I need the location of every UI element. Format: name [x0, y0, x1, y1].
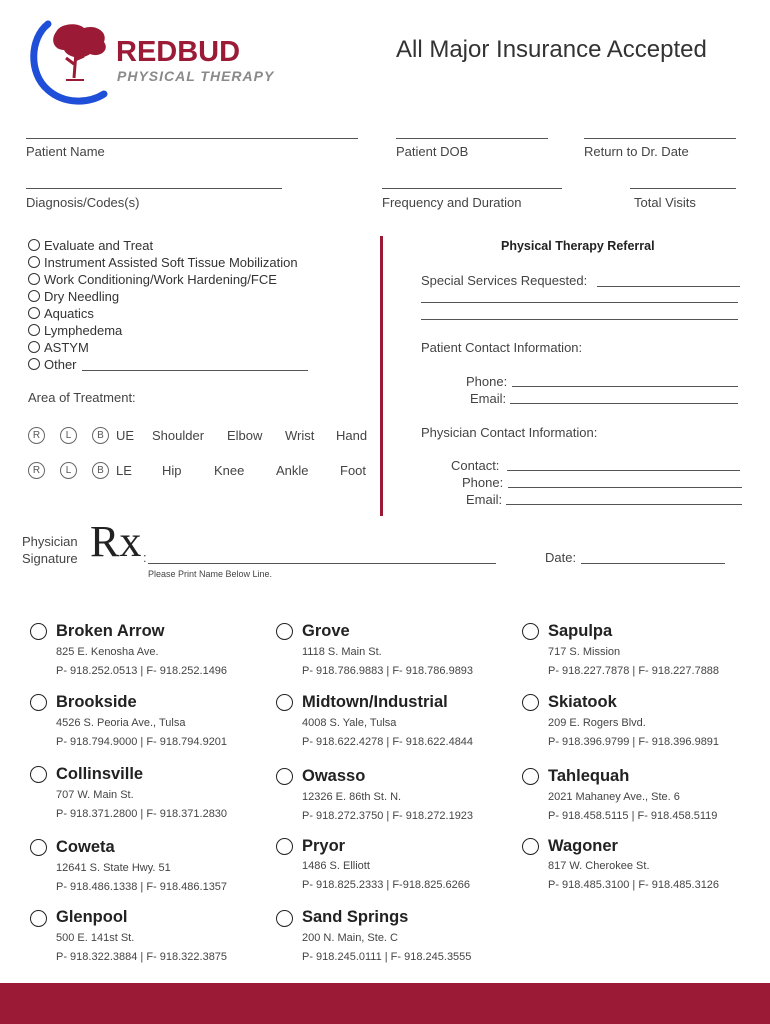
patient-email-label: Email: — [470, 391, 507, 406]
physician-email-label: Email: — [466, 492, 503, 507]
location-address: 200 N. Main, Ste. C — [302, 932, 398, 944]
location-radio[interactable] — [276, 910, 293, 927]
service-option[interactable] — [28, 357, 77, 372]
location-phone: P- 918.322.3884 | F- 918.322.3875 — [56, 951, 228, 963]
frequency-line[interactable] — [382, 188, 562, 189]
location-address: 2021 Mahaney Ave., Ste. 6 — [548, 791, 680, 803]
patient-name-label: Patient Name — [26, 144, 105, 159]
le-hip[interactable]: Hip — [162, 463, 182, 478]
physician-email-line[interactable] — [506, 504, 742, 505]
ue-label: UE — [116, 428, 135, 443]
location-phone: P- 918.245.0111 | F- 918.245.3555 — [302, 951, 472, 963]
location-name: Sapulpa — [548, 622, 613, 640]
service-option[interactable] — [28, 255, 298, 270]
location-phone: P- 918.227.7878 | F- 918.227.7888 — [548, 665, 720, 677]
location-phone: P- 918.458.5115 | F- 918.458.5119 — [548, 810, 718, 822]
radio-icon — [28, 290, 40, 302]
patient-contact-label: Patient Contact Information: — [421, 340, 583, 355]
location-address: 825 E. Kenosha Ave. — [56, 646, 159, 658]
location-address: 707 W. Main St. — [56, 789, 134, 801]
location-name: Midtown/Industrial — [302, 693, 448, 711]
ue-shoulder[interactable]: Shoulder — [152, 428, 205, 443]
side-both-le[interactable]: B — [92, 462, 109, 479]
area-label: Area of Treatment: — [28, 390, 136, 405]
other-line[interactable] — [82, 370, 308, 371]
radio-icon — [28, 239, 40, 251]
service-label: ASTYM — [44, 340, 89, 355]
location-name: Glenpool — [56, 908, 128, 926]
logo — [26, 18, 286, 108]
service-label: Dry Needling — [44, 289, 120, 304]
brand-subtitle: PHYSICAL THERAPY — [117, 68, 275, 84]
side-left-ue[interactable]: L — [60, 427, 77, 444]
location-name: Broken Arrow — [56, 622, 165, 640]
location-address: 817 W. Cherokee St. — [548, 860, 650, 872]
diagnosis-line[interactable] — [26, 188, 282, 189]
le-knee[interactable]: Knee — [214, 463, 245, 478]
service-option[interactable] — [28, 323, 122, 338]
radio-icon — [28, 341, 40, 353]
patient-phone-line[interactable] — [512, 386, 738, 387]
patient-name-line[interactable] — [26, 138, 358, 139]
service-label: Work Conditioning/Work Hardening/FCE — [44, 272, 277, 287]
location-radio[interactable] — [276, 838, 293, 855]
column-divider — [380, 236, 383, 516]
service-label: Instrument Assisted Soft Tissue Mobilization — [44, 255, 298, 270]
location-radio[interactable] — [522, 694, 539, 711]
le-foot[interactable]: Foot — [340, 463, 367, 478]
service-label: Evaluate and Treat — [44, 238, 154, 253]
physician-contact-label: Physician Contact Information: — [421, 425, 598, 440]
location-address: 209 E. Rogers Blvd. — [548, 717, 646, 729]
location-address: 4008 S. Yale, Tulsa — [302, 717, 397, 729]
location-phone: P- 918.252.0513 | F- 918.252.1496 — [56, 665, 228, 677]
radio-icon — [28, 273, 40, 285]
location-radio[interactable] — [522, 623, 539, 640]
signature-label-1: Physician — [22, 534, 78, 549]
physician-contact-name-label: Contact: — [451, 458, 500, 473]
signature-line[interactable] — [148, 563, 496, 564]
location-radio[interactable] — [30, 623, 47, 640]
location-name: Pryor — [302, 837, 346, 855]
location-name: Skiatook — [548, 693, 617, 711]
location-phone: P- 918.486.1338 | F- 918.486.1357 — [56, 881, 228, 893]
location-phone: P- 918.794.9000 | F- 918.794.9201 — [56, 736, 228, 748]
signature-date-line[interactable] — [581, 563, 725, 564]
physician-contact-name-line[interactable] — [507, 470, 740, 471]
location-radio[interactable] — [30, 766, 47, 783]
location-radio[interactable] — [30, 910, 47, 927]
signature-colon: : — [143, 550, 147, 565]
patient-email-line[interactable] — [510, 403, 738, 404]
location-phone: P- 918.396.9799 | F- 918.396.9891 — [548, 736, 720, 748]
service-option[interactable] — [28, 238, 153, 253]
location-address: 500 E. 141st St. — [56, 932, 135, 944]
side-both-ue[interactable]: B — [92, 427, 109, 444]
signature-date-label: Date: — [545, 550, 577, 565]
special-services-line-2[interactable] — [421, 302, 738, 303]
location-phone: P- 918.371.2800 | F- 918.371.2830 — [56, 808, 228, 820]
physician-phone-label: Phone: — [462, 475, 504, 490]
radio-icon — [28, 358, 40, 370]
location-name: Coweta — [56, 838, 115, 856]
location-radio[interactable] — [522, 768, 539, 785]
location-address: 4526 S. Peoria Ave., Tulsa — [56, 717, 186, 729]
location-address: 12641 S. State Hwy. 51 — [56, 862, 171, 874]
patient-phone-label: Phone: — [466, 374, 508, 389]
location-radio[interactable] — [522, 838, 539, 855]
location-phone: P- 918.272.3750 | F- 918.272.1923 — [302, 810, 474, 822]
location-radio[interactable] — [276, 694, 293, 711]
radio-icon — [28, 324, 40, 336]
location-phone: P- 918.786.9883 | F- 918.786.9893 — [302, 665, 474, 677]
le-ankle[interactable]: Ankle — [276, 463, 309, 478]
radio-icon — [28, 307, 40, 319]
location-address: 717 S. Mission — [548, 646, 621, 658]
diagnosis-label: Diagnosis/Codes(s) — [26, 195, 140, 210]
location-name: Wagoner — [548, 837, 618, 855]
footer-band — [0, 983, 770, 1024]
service-label: Other — [44, 357, 77, 372]
frequency-label: Frequency and Duration — [382, 195, 522, 210]
ue-elbow[interactable]: Elbow — [227, 428, 263, 443]
service-option[interactable] — [28, 306, 94, 321]
location-address: 1118 S. Main St. — [302, 646, 382, 658]
total-visits-line[interactable] — [630, 188, 736, 189]
location-name: Collinsville — [56, 765, 144, 783]
ue-wrist[interactable]: Wrist — [285, 428, 315, 443]
rx-symbol: Rx — [90, 517, 142, 566]
le-label: LE — [116, 463, 132, 478]
tagline: All Major Insurance Accepted — [396, 36, 707, 63]
location-radio[interactable] — [276, 623, 293, 640]
location-radio[interactable] — [30, 839, 47, 856]
special-services-line-1[interactable] — [597, 286, 740, 287]
physician-phone-line[interactable] — [508, 487, 742, 488]
patient-dob-line[interactable] — [396, 138, 548, 139]
location-name: Grove — [302, 622, 350, 640]
total-visits-label: Total Visits — [634, 195, 696, 210]
return-date-line[interactable] — [584, 138, 736, 139]
redbud-tree-icon — [26, 18, 116, 108]
patient-dob-label: Patient DOB — [396, 144, 469, 159]
signature-label-2: Signature — [22, 551, 78, 566]
location-radio[interactable] — [276, 768, 293, 785]
service-label: Lymphedema — [44, 323, 123, 338]
side-left-le[interactable]: L — [60, 462, 77, 479]
location-radio[interactable] — [30, 694, 47, 711]
location-name: Brookside — [56, 693, 137, 711]
location-phone: P- 918.485.3100 | F- 918.485.3126 — [548, 879, 720, 891]
service-option[interactable] — [28, 340, 89, 355]
service-label: Aquatics — [44, 306, 94, 321]
radio-icon — [28, 256, 40, 268]
location-name: Owasso — [302, 767, 366, 785]
service-option[interactable] — [28, 289, 119, 304]
service-option[interactable] — [28, 272, 277, 287]
return-date-label: Return to Dr. Date — [584, 144, 689, 159]
ue-hand[interactable]: Hand — [336, 428, 368, 443]
side-right-ue[interactable]: R — [28, 427, 45, 444]
location-name: Sand Springs — [302, 908, 409, 926]
referral-title: Physical Therapy Referral — [501, 239, 655, 253]
location-phone: P- 918.622.4278 | F- 918.622.4844 — [302, 736, 474, 748]
brand-name: REDBUD — [116, 36, 241, 68]
side-right-le[interactable]: R — [28, 462, 45, 479]
signature-note: Please Print Name Below Line. — [148, 569, 273, 579]
location-address: 1486 S. Elliott — [302, 860, 370, 872]
special-services-label: Special Services Requested: — [421, 273, 588, 288]
location-address: 12326 E. 86th St. N. — [302, 791, 402, 803]
special-services-line-3[interactable] — [421, 319, 738, 320]
location-phone: P- 918.825.2333 | F-918.825.6266 — [302, 879, 470, 891]
location-name: Tahlequah — [548, 767, 630, 785]
